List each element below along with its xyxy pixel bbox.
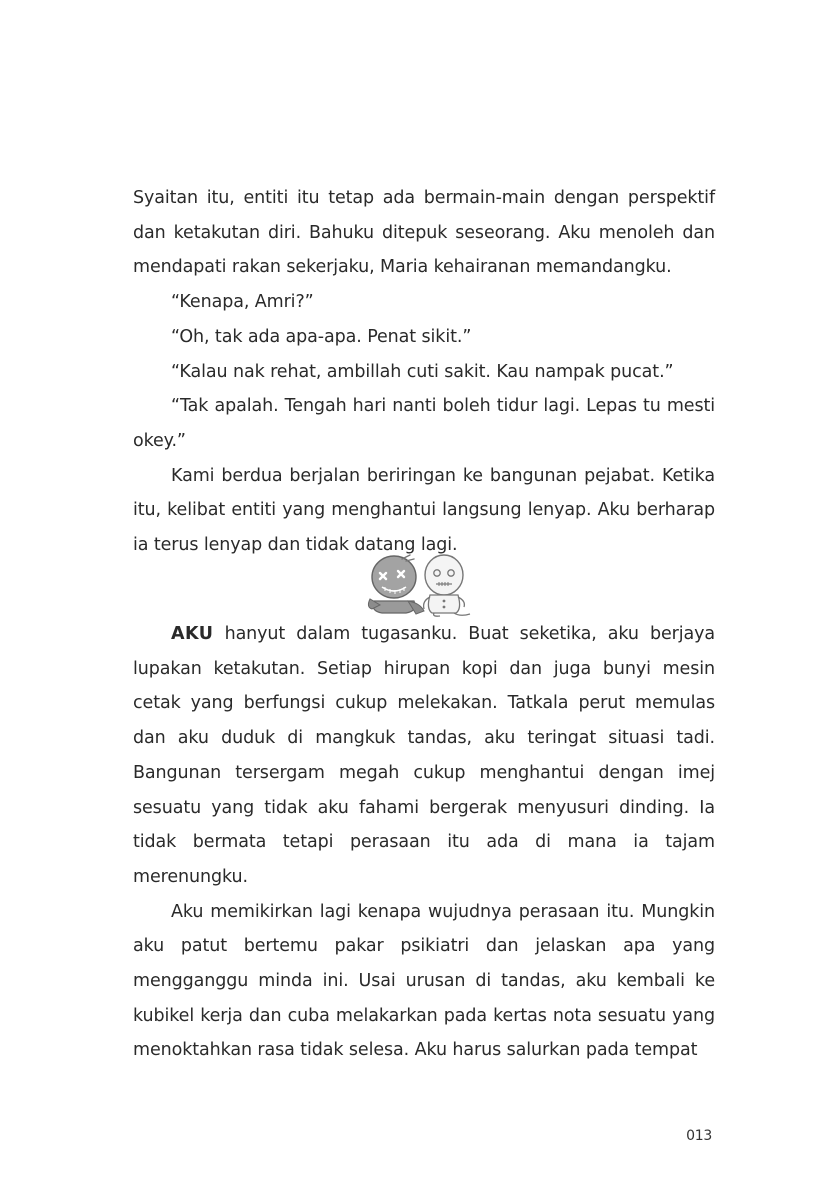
- dialogue-line: “Kenapa, Amri?”: [171, 292, 314, 313]
- paragraph: Aku memikirkan lagi kenapa wujudnya perasaan itu. Mungkin aku patut bertemu pakar psikiatri dan jelaskan apa yang mengganggu minda ini. Usai urusan di tandas, aku kembali ke kubikel kerja dan cuba melakarkan pada kertas nota sesuatu yang menoktahkan rasa tidak selesa. Aku harus salurkan pada tempat: [133, 901, 715, 1061]
- light-doll-icon: [424, 555, 470, 616]
- paragraph-text: hanyut dalam tugasanku. Buat seketika, aku berjaya lupakan ketakutan. Setiap hirupan kopi dan juga bunyi mesin cetak yang berfungsi cukup melekakan. Tatkala perut memulas dan aku duduk di mangkuk tandas, aku teringat situasi tadi. Bangunan tersergam megah cukup menghantui dengan imej sesuatu yang tidak aku fahami bergerak menyusuri dinding. Ia tidak bermata tetapi perasaan itu ada di mana ia tajam merenungku.: [133, 624, 715, 887]
- section-two: [133, 617, 715, 1068]
- section-one: [133, 181, 715, 563]
- dialogue-line: “Oh, tak ada apa-apa. Penat sikit.”: [171, 326, 472, 347]
- paragraph: [133, 617, 715, 895]
- dialogue-line: “Kalau nak rehat, ambillah cuti sakit. Kau nampak pucat.”: [171, 361, 674, 382]
- section-divider: [366, 551, 478, 617]
- dialogue-line: “Tak apalah. Tengah hari nanti boleh tidur lagi. Lepas tu mesti okey.”: [133, 396, 715, 451]
- paragraph: Syaitan itu, entiti itu tetap ada bermain-main dengan perspektif dan ketakutan diri. Bahuku ditepuk seseorang. Aku menoleh dan mendapati rakan sekerjaku, Maria kehairanan memandangku.: [133, 188, 715, 278]
- paragraph: Kami berdua berjalan beriringan ke bangunan pejabat. Ketika itu, kelibat entiti yang menghantui langsung lenyap. Aku berharap ia terus lenyap dan tidak datang lagi.: [133, 465, 715, 556]
- dark-doll-icon: [368, 555, 424, 614]
- page-number: 013: [686, 1128, 712, 1144]
- voodoo-dolls-icon: [366, 551, 478, 617]
- lead-word: AKU: [171, 624, 214, 644]
